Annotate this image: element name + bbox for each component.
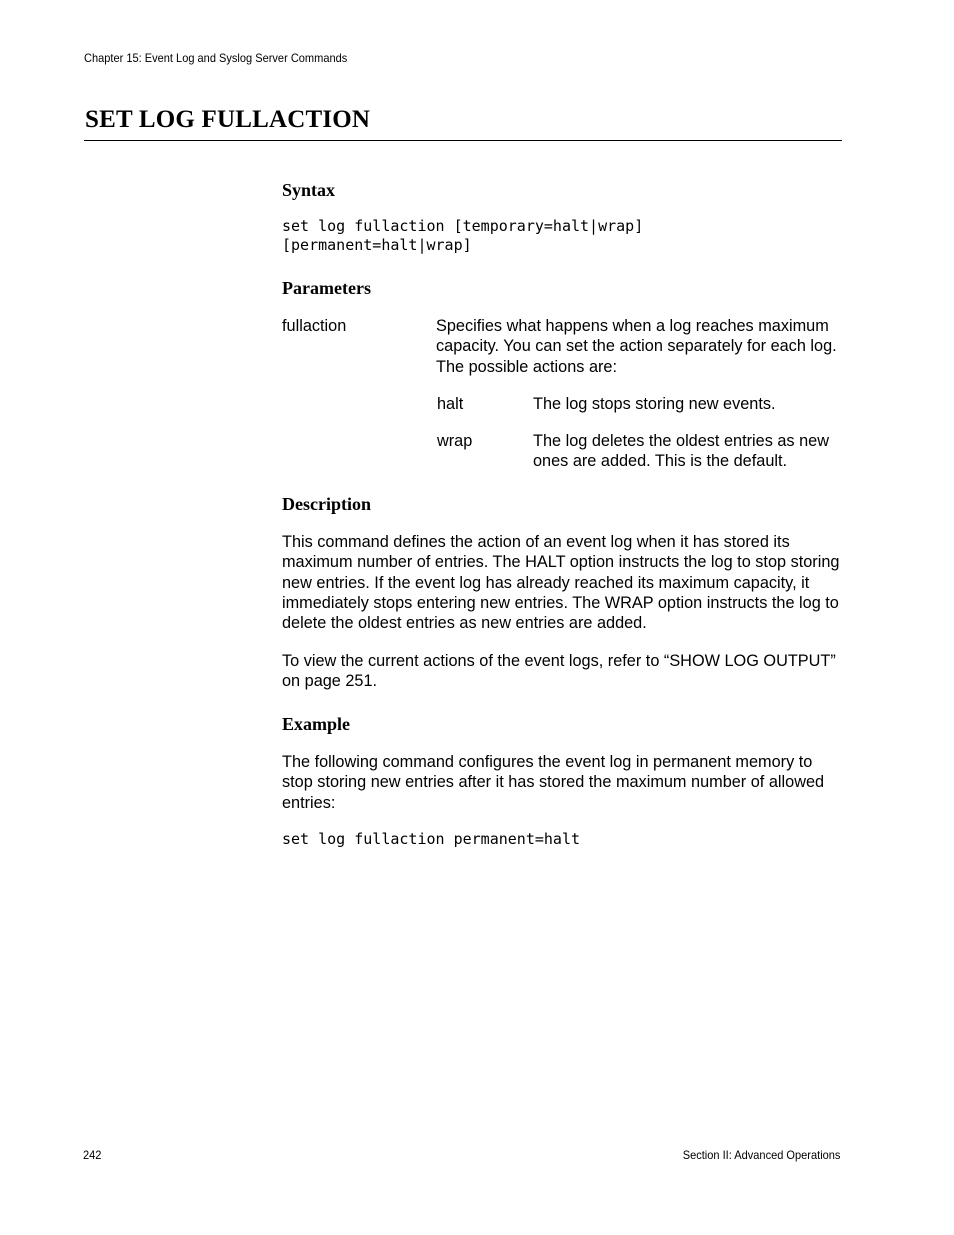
footer-section: Section II: Advanced Operations [682, 1148, 840, 1162]
option-name-halt: halt [437, 395, 464, 413]
description-paragraph-2: To view the current actions of the event logs, refer to “SHOW LOG OUTPUT” on page 251. [282, 652, 836, 691]
option-description-wrap: The log deletes the oldest entries as new ones are added. This is the default. [533, 432, 829, 471]
description-paragraph-1: This command defines the action of an event log when it has stored its maximum number of entries. The HALT option instructs the log to stop storing new entries. If the event log has already reached its maximum capacity, it immediately stops entering new entries. The WRAP option instructs the log to delete the oldest entries as new entries are added. [282, 533, 840, 633]
option-description-halt: The log stops storing new events. [533, 395, 776, 413]
syntax-line-1: set log fullaction [temporary=halt|wrap] [282, 217, 644, 235]
syntax-line-2: [permanent=halt|wrap] [282, 236, 472, 254]
syntax-heading: Syntax [282, 180, 336, 200]
example-text: The following command configures the event log in permanent memory to stop storing new entries after it has stored the maximum number of allowed entries: [282, 753, 825, 812]
option-name-wrap: wrap [437, 432, 473, 450]
example-heading: Example [282, 714, 351, 734]
description-heading: Description [282, 494, 371, 514]
page-number: 242 [83, 1148, 102, 1162]
example-command: set log fullaction permanent=halt [282, 830, 581, 848]
parameter-description: Specifies what happens when a log reaches maximum capacity. You can set the action separately for each log. The possible actions are: [436, 317, 837, 376]
title-rule [84, 140, 842, 141]
page-title: SET LOG FULLACTION [85, 106, 371, 133]
running-header: Chapter 15: Event Log and Syslog Server Commands [84, 51, 348, 65]
parameters-heading: Parameters [282, 278, 371, 298]
parameter-name: fullaction [282, 317, 347, 335]
